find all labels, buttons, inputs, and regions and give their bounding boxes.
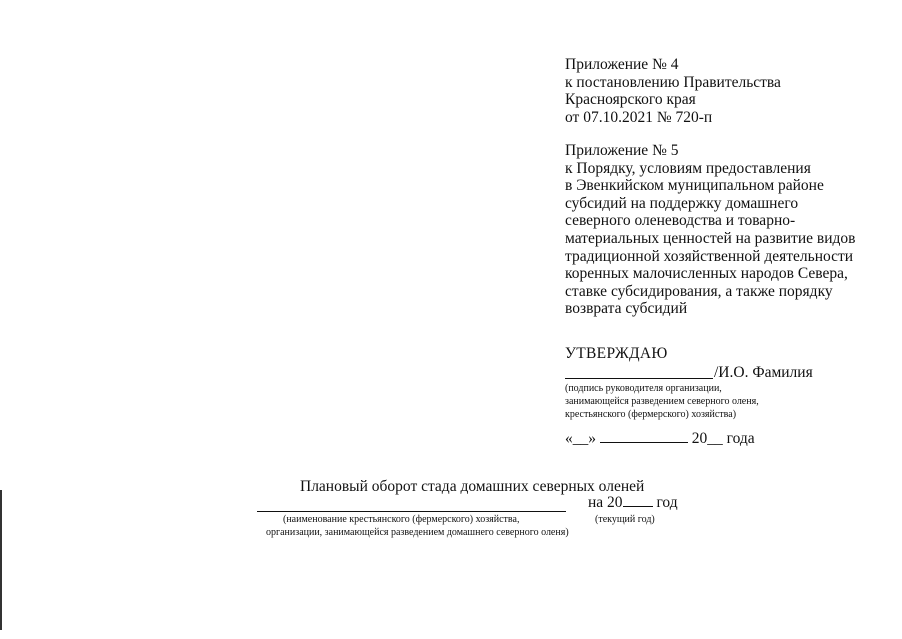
- appendix-5-line: в Эвенкийском муниципальном районе: [565, 177, 824, 195]
- organization-note-line-1: (наименование крестьянского (фермерского) хозяйства,: [283, 514, 520, 525]
- appendix-5-line: к Порядку, условиям предоставления: [565, 159, 811, 177]
- appendix-5-header: [565, 142, 855, 318]
- organization-name-line: [257, 511, 566, 512]
- appendix-5-line: материальных ценностей на развитие видов: [565, 229, 856, 247]
- date-month-blank: [600, 430, 688, 443]
- signature-note-line: крестьянского (фермерского) хозяйства): [565, 409, 737, 420]
- approval-date: [565, 430, 755, 448]
- plan-year-prefix: на 20: [588, 494, 623, 511]
- appendix-4-line: Красноярского края: [565, 91, 696, 109]
- appendix-5-line: возврата субсидий: [565, 300, 688, 318]
- signature-note-line: (подпись руководителя организации,: [565, 383, 722, 394]
- appendix-4-header: [565, 56, 781, 126]
- document-title: Плановый оборот стада домашних северных оленей: [300, 478, 645, 495]
- organization-note-line-2: организации, занимающейся разведением домашнего северного оленя): [266, 527, 569, 538]
- date-day: «__»: [565, 430, 596, 447]
- appendix-4-line: к постановлению Правительства: [565, 73, 781, 91]
- signer-name: /И.О. Фамилия: [714, 364, 813, 381]
- plan-year: [588, 494, 678, 512]
- appendix-5-line: Приложение № 5: [565, 142, 679, 159]
- scan-edge-mark: [0, 490, 2, 630]
- date-year: 20__ года: [691, 430, 755, 447]
- plan-year-suffix: год: [656, 494, 678, 511]
- plan-year-blank: [623, 494, 653, 507]
- appendix-4-line: от 07.10.2021 № 720-п: [565, 108, 713, 126]
- signature-note-line: занимающейся разведением северного оленя,: [565, 396, 759, 407]
- approval-title: УТВЕРЖДАЮ: [565, 345, 668, 362]
- appendix-5-line: северного оленеводства и товарно-: [565, 212, 796, 230]
- appendix-5-line: традиционной хозяйственной деятельности: [565, 247, 854, 265]
- appendix-4-line: Приложение № 4: [565, 56, 679, 73]
- appendix-5-line: ставке субсидирования, а также порядку: [565, 282, 833, 300]
- signature-line: [565, 378, 713, 379]
- appendix-5-line: субсидий на поддержку домашнего: [565, 194, 799, 212]
- appendix-5-line: коренных малочисленных народов Севера,: [565, 265, 848, 283]
- current-year-note: (текущий год): [595, 514, 655, 525]
